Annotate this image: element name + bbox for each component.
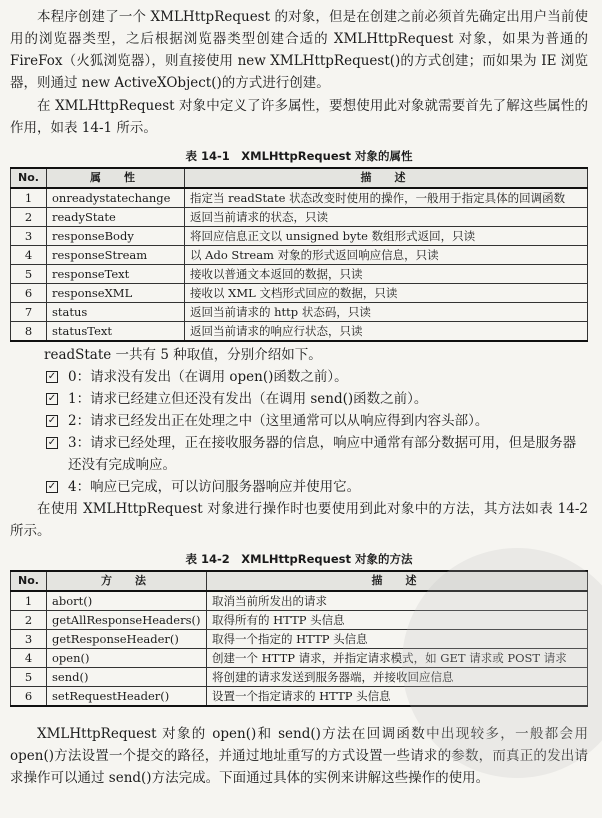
cell-description: 将创建的请求发送到服务器端，并接收回应信息 bbox=[207, 668, 588, 687]
table-row bbox=[11, 208, 588, 227]
list-item bbox=[10, 410, 588, 432]
cell-no: 5 bbox=[11, 265, 47, 284]
intro-paragraph-1: 本程序创建了一个 XMLHttpRequest 的对象，但是在创建之前必须首先确定出用户当前使用的浏览器类型，之后根据浏览器类型创建合适的 XMLHttpRequest 对象，如果为普通的 FireFox（火狐浏览器），则直接使用 new XMLHttpRequest()的方式创建；而如果为 IE 浏览器，则通过 new ActiveXObject()的方式进行创建。 bbox=[10, 9, 588, 91]
col-header-no: No. bbox=[11, 168, 47, 188]
list-item bbox=[10, 366, 588, 388]
cell-name: getResponseHeader() bbox=[47, 630, 207, 649]
cell-no: 7 bbox=[11, 303, 47, 322]
list-item bbox=[10, 432, 588, 476]
checkbox-icon: ✓ bbox=[47, 415, 57, 426]
list-item-text: 0：请求没有发出（在调用 open()函数之前）。 bbox=[68, 369, 348, 385]
checkbox-icon: ✓ bbox=[47, 481, 57, 492]
table-2-caption: 表 14-2 XMLHttpRequest 对象的方法 bbox=[185, 552, 413, 566]
readystate-list bbox=[10, 344, 588, 498]
cell-description: 设置一个指定请求的 HTTP 头信息 bbox=[207, 687, 588, 707]
list-item-text: 3：请求已经处理，正在接收服务器的信息，响应中通常有部分数据可用，但是服务器还没有完成响应。 bbox=[68, 435, 577, 473]
cell-description: 取消当前所发出的请求 bbox=[207, 591, 588, 611]
cell-description: 取得所有的 HTTP 头信息 bbox=[207, 611, 588, 630]
cell-name: getAllResponseHeaders() bbox=[47, 611, 207, 630]
checkbox-icon: ✓ bbox=[47, 437, 57, 448]
methods-intro-paragraph: 在使用 XMLHttpRequest 对象进行操作时也要使用到此对象中的方法，其方法如表 14-2 所示。 bbox=[10, 501, 588, 539]
cell-no: 1 bbox=[11, 188, 47, 208]
cell-description: 指定当 readState 状态改变时使用的操作，一般用于指定具体的回调函数 bbox=[185, 188, 588, 208]
cell-no: 8 bbox=[11, 322, 47, 342]
col-header-no: No. bbox=[11, 571, 47, 591]
checkbox-icon: ✓ bbox=[47, 371, 57, 382]
cell-description: 创建一个 HTTP 请求，并指定请求模式，如 GET 请求或 POST 请求 bbox=[207, 649, 588, 668]
table-row bbox=[11, 284, 588, 303]
cell-name: statusText bbox=[47, 322, 185, 342]
cell-description: 返回当前请求的 http 状态码，只读 bbox=[185, 303, 588, 322]
cell-no: 1 bbox=[11, 591, 47, 611]
cell-name: send() bbox=[47, 668, 207, 687]
table-row bbox=[11, 322, 588, 342]
checkbox-icon: ✓ bbox=[47, 393, 57, 404]
cell-description: 接收以 XML 文档形式回应的数据，只读 bbox=[185, 284, 588, 303]
table-row bbox=[11, 303, 588, 322]
list-item-text: 1：请求已经建立但还没有发出（在调用 send()函数之前）。 bbox=[68, 391, 428, 407]
cell-no: 3 bbox=[11, 227, 47, 246]
cell-name: abort() bbox=[47, 591, 207, 611]
cell-name: responseXML bbox=[47, 284, 185, 303]
cell-description: 取得一个指定的 HTTP 头信息 bbox=[207, 630, 588, 649]
list-item-text: 2：请求已经发出正在处理之中（这里通常可以从响应得到内容头部）。 bbox=[68, 413, 489, 429]
cell-description: 以 Ado Stream 对象的形式返回响应信息，只读 bbox=[185, 246, 588, 265]
cell-no: 5 bbox=[11, 668, 47, 687]
table-row bbox=[11, 188, 588, 208]
cell-no: 6 bbox=[11, 687, 47, 707]
cell-no: 4 bbox=[11, 246, 47, 265]
table-row bbox=[11, 265, 588, 284]
cell-no: 3 bbox=[11, 630, 47, 649]
cell-description: 将回应信息正文以 unsigned byte 数组形式返回，只读 bbox=[185, 227, 588, 246]
cell-no: 2 bbox=[11, 611, 47, 630]
cell-no: 2 bbox=[11, 208, 47, 227]
list-item bbox=[10, 476, 588, 498]
cell-name: readyState bbox=[47, 208, 185, 227]
table-row bbox=[11, 227, 588, 246]
properties-table bbox=[10, 167, 588, 342]
cell-name: responseText bbox=[47, 265, 185, 284]
cell-name: responseStream bbox=[47, 246, 185, 265]
cell-name: status bbox=[47, 303, 185, 322]
list-item bbox=[10, 388, 588, 410]
cell-description: 返回当前请求的状态，只读 bbox=[185, 208, 588, 227]
cell-name: onreadystatechange bbox=[47, 188, 185, 208]
col-header-method: 方 法 bbox=[47, 571, 207, 591]
table-header-row bbox=[11, 168, 588, 188]
table-1-caption: 表 14-1 XMLHttpRequest 对象的属性 bbox=[185, 149, 413, 163]
cell-description: 返回当前请求的响应行状态，只读 bbox=[185, 322, 588, 342]
cell-no: 4 bbox=[11, 649, 47, 668]
table-row bbox=[11, 246, 588, 265]
col-header-property: 属 性 bbox=[47, 168, 185, 188]
cell-name: setRequestHeader() bbox=[47, 687, 207, 707]
closing-paragraph: XMLHttpRequest 对象的 open()和 send()方法在回调函数中出现较多，一般都会用 open()方法设置一个提交的路径，并通过地址重写的方式设置一些请求的参数，而真正的发出请求操作可以通过 send()方法完成。下面通过具体的实例来讲解这些操作的使用。 bbox=[10, 726, 588, 786]
intro-paragraph-2: 在 XMLHttpRequest 对象中定义了许多属性，要想使用此对象就需要首先了解这些属性的作用，如表 14-1 所示。 bbox=[10, 98, 588, 136]
cell-no: 6 bbox=[11, 284, 47, 303]
col-header-description: 描 述 bbox=[185, 168, 588, 188]
col-header-description: 描 述 bbox=[207, 571, 588, 591]
list-item-text: 4：响应已完成，可以访问服务器响应并使用它。 bbox=[68, 479, 361, 495]
cell-name: open() bbox=[47, 649, 207, 668]
cell-name: responseBody bbox=[47, 227, 185, 246]
readystate-intro: readState 一共有 5 种取值，分别介绍如下。 bbox=[44, 347, 322, 363]
cell-description: 接收以普通文本返回的数据，只读 bbox=[185, 265, 588, 284]
